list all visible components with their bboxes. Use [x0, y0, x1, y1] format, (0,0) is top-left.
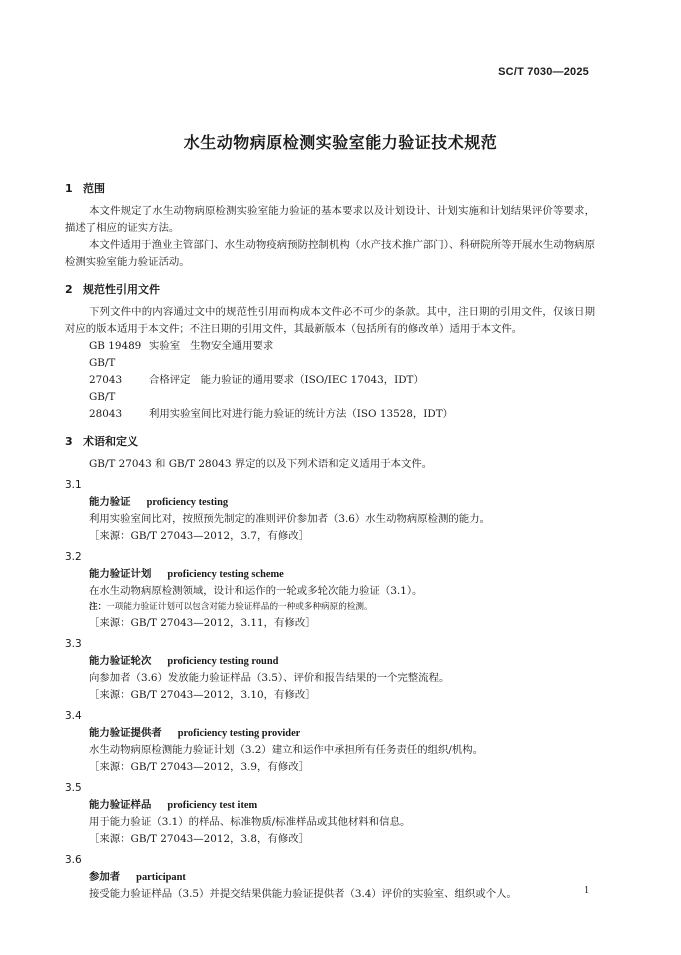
- term-number: 3.5: [65, 782, 82, 794]
- term-name-en: proficiency testing round: [167, 656, 279, 667]
- term-definition: 用于能力验证（3.1）的样品、标准物质/标准样品或其他材料和信息。: [89, 816, 411, 828]
- term-name-en: proficiency testing provider: [177, 728, 301, 739]
- note-label: 注：: [89, 602, 107, 612]
- term-name-zh: 能力验证轮次: [89, 655, 152, 667]
- term-name-en: proficiency testing: [146, 497, 229, 508]
- term-name: [65, 653, 595, 670]
- document-title: 水生动物病原检测实验室能力验证技术规范: [183, 133, 498, 152]
- section-title: 规范性引用文件: [83, 283, 160, 296]
- term-source: ［来源：GB/T 27043—2012，3.9，有修改］: [89, 761, 309, 773]
- section-title: 术语和定义: [83, 435, 138, 448]
- note-text: 一项能力验证计划可以包含对能力验证样品的一种或多种病原的检测。: [106, 602, 373, 612]
- reference-code: GB/T 28043: [89, 391, 123, 420]
- reference-code: GB/T 27043: [89, 357, 123, 386]
- term-source: ［来源：GB/T 27043—2012，3.10，有修改］: [89, 689, 316, 701]
- reference-item: [65, 338, 595, 355]
- paragraph: 本文件适用于渔业主管部门、水生动物疫病预防控制机构（水产技术推广部门）、科研院所等开展水生动物病原检测实验室能力验证活动。: [65, 239, 595, 268]
- reference-title-part: 利用实验室间比对进行能力验证的统计方法（ISO 13528，IDT）: [149, 408, 454, 420]
- reference-title-part: 实验室: [149, 340, 181, 352]
- term-name-en: proficiency test item: [167, 800, 258, 811]
- term-name: [65, 869, 595, 886]
- paragraph: GB/T 27043 和 GB/T 28043 界定的以及下列术语和定义适用于本文件。: [89, 458, 433, 470]
- reference-title-part: 合格评定: [149, 374, 191, 386]
- document-code: SC/T 7030—2025: [498, 66, 589, 78]
- section-heading-normative-references: [65, 281, 595, 298]
- document-body: [65, 180, 595, 903]
- reference-title-part: 能力验证的通用要求（ISO/IEC 17043，IDT）: [200, 374, 424, 386]
- reference-item: [65, 389, 595, 423]
- term-name-zh: 能力验证提供者: [89, 727, 162, 739]
- section-title: 范围: [83, 182, 105, 195]
- term-name-en: participant: [136, 872, 186, 883]
- term-number: 3.4: [65, 710, 82, 722]
- term-name-en: proficiency testing scheme: [167, 569, 284, 580]
- term-definition: 利用实验室间比对，按照预先制定的准则评价参加者（3.6）水生动物病原检测的能力。: [89, 513, 490, 525]
- section-number: 3: [65, 435, 73, 448]
- paragraph: 下列文件中的内容通过文中的规范性引用而构成本文件必不可少的条款。其中，注日期的引用文件，仅该日期对应的版本适用于本文件；不注日期的引用文件，其最新版本（包括所有的修改单）适用于本文件。: [65, 306, 595, 335]
- term-name-zh: 能力验证: [89, 496, 131, 508]
- section-heading-terms: [65, 433, 595, 450]
- term-definition: 接受能力验证样品（3.5）并提交结果供能力验证提供者（3.4）评价的实验室、组织或个人。: [89, 888, 517, 900]
- term-definition: 水生动物病原检测能力验证计划（3.2）建立和运作中承担所有任务责任的组织/机构。: [89, 744, 484, 756]
- term-source: ［来源：GB/T 27043—2012，3.7，有修改］: [89, 530, 309, 542]
- term-name: [65, 725, 595, 742]
- term-source: ［来源：GB/T 27043—2012，3.8，有修改］: [89, 833, 309, 845]
- section-number: 1: [65, 182, 73, 195]
- reference-item: [65, 355, 595, 389]
- term-number: 3.6: [65, 854, 82, 866]
- term-definition: 向参加者（3.6）发放能力验证样品（3.5）、评价和报告结果的一个完整流程。: [89, 672, 450, 684]
- section-number: 2: [65, 283, 73, 296]
- term-definition: 在水生动物病原检测领域，设计和运作的一轮或多轮次能力验证（3.1）。: [89, 585, 423, 597]
- term-name: [65, 494, 595, 511]
- reference-title-part: 生物安全通用要求: [190, 340, 274, 352]
- page-number: 1: [584, 885, 589, 896]
- term-name: [65, 566, 595, 583]
- term-source: ［来源：GB/T 27043—2012，3.11，有修改］: [89, 617, 316, 629]
- term-name: [65, 797, 595, 814]
- term-name-zh: 能力验证计划: [89, 568, 152, 580]
- term-note: [65, 600, 595, 615]
- term-number: 3.3: [65, 638, 82, 650]
- section-heading-scope: [65, 180, 595, 197]
- paragraph: 本文件规定了水生动物病原检测实验室能力验证的基本要求以及计划设计、计划实施和计划结果评价等要求，描述了相应的证实方法。: [65, 205, 595, 234]
- term-name-zh: 能力验证样品: [89, 799, 152, 811]
- term-number: 3.1: [65, 479, 82, 491]
- term-name-zh: 参加者: [89, 871, 121, 883]
- reference-code: GB 19489: [89, 340, 142, 352]
- term-number: 3.2: [65, 551, 82, 563]
